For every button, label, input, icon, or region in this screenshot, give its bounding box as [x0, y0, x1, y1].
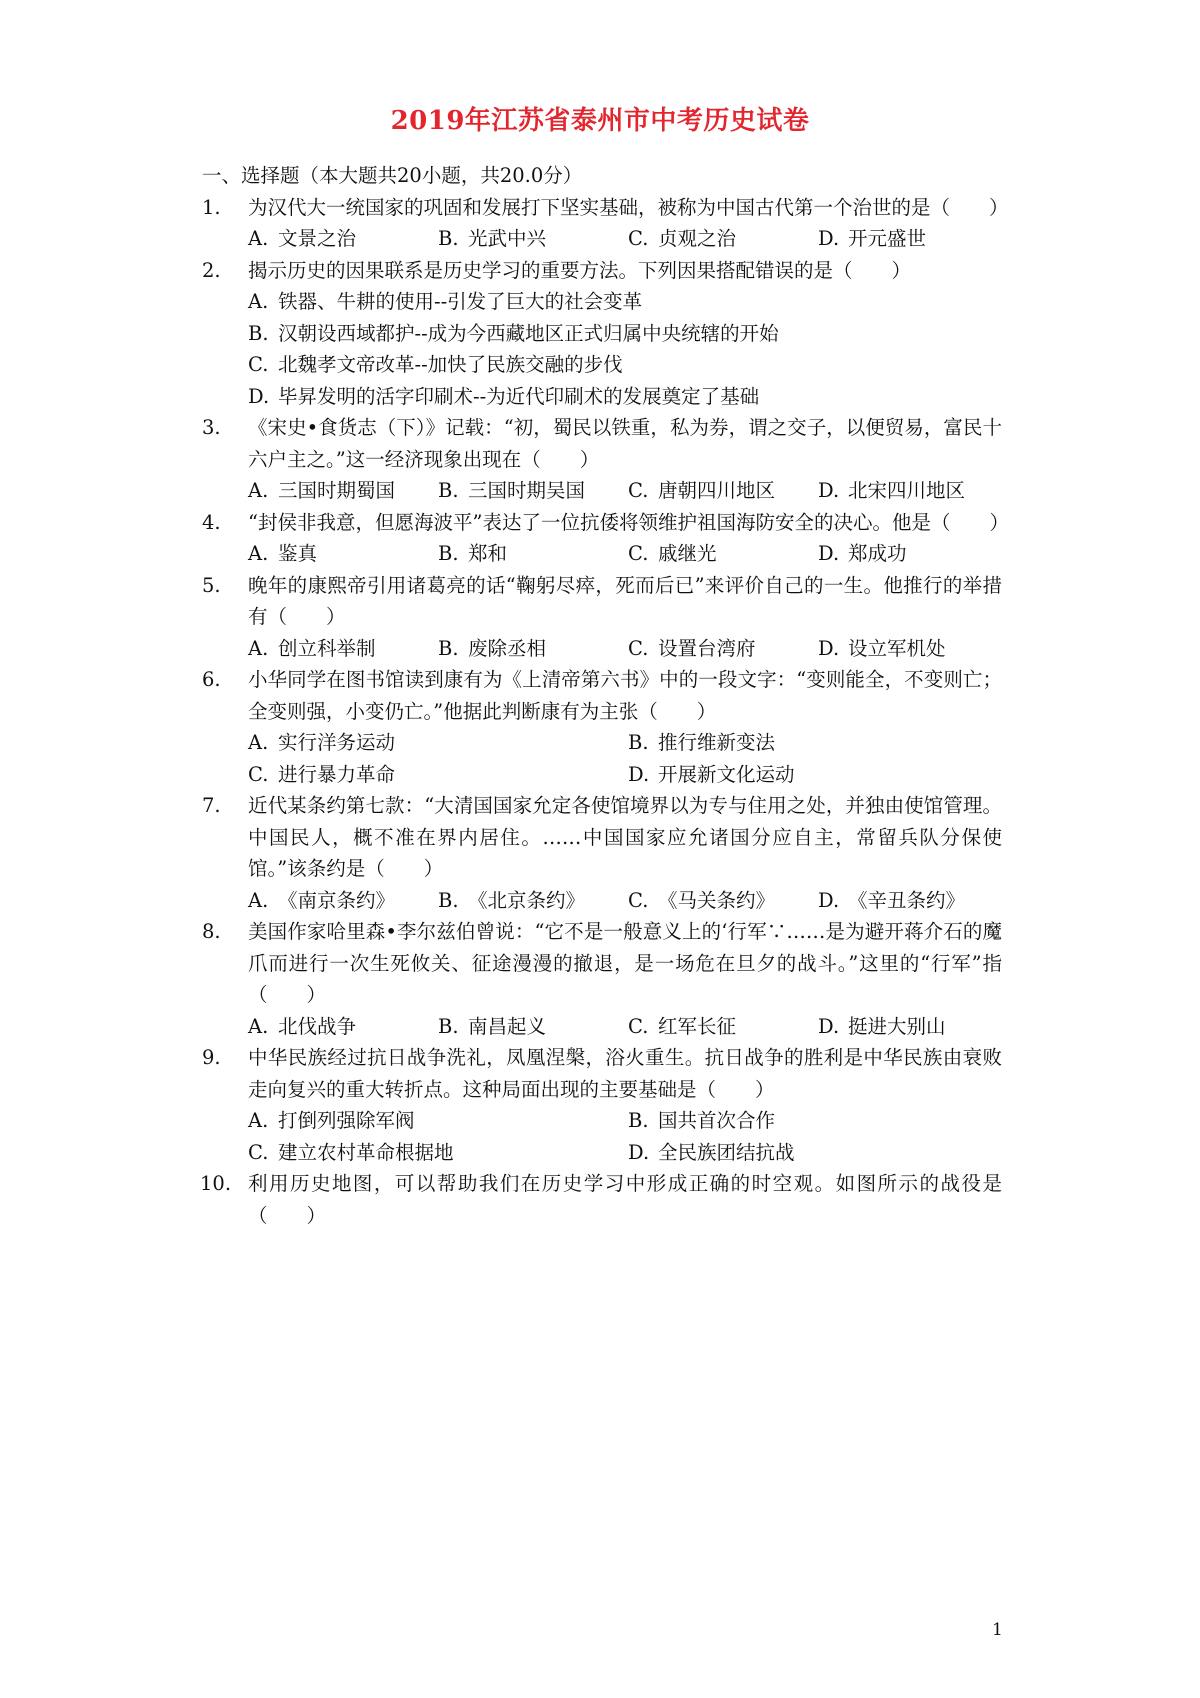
question-stem: “封侯非我意，但愿海波平”表达了一位抗倭将领维护祖国海防安全的决心。他是（ ） — [248, 510, 1009, 534]
question-number: 1. — [202, 195, 221, 219]
option-letter: C. — [628, 888, 649, 912]
option-letter: D. — [628, 1140, 650, 1164]
question-number: 6. — [202, 668, 221, 691]
option-c[interactable] — [628, 223, 818, 255]
option-text: 废除丞相 — [468, 636, 547, 660]
option-text: 唐朝四川地区 — [658, 479, 776, 502]
option-letter: C. — [248, 762, 269, 786]
question-2 — [202, 255, 1002, 413]
question-number: 2. — [202, 258, 221, 282]
option-text: 打倒列强除军阀 — [278, 1109, 415, 1132]
question-stem: 为汉代大一统国家的巩固和发展打下坚实基础，被称为中国古代第一个治世的是（ ） — [248, 195, 1009, 219]
option-c[interactable] — [628, 538, 818, 570]
option-text: 开元盛世 — [848, 227, 927, 250]
option-letter: A. — [248, 479, 269, 502]
question-number: 9. — [202, 1046, 221, 1069]
option-letter: C. — [628, 636, 649, 660]
option-letter: A. — [248, 1109, 269, 1132]
question-6 — [202, 664, 1002, 790]
options — [248, 538, 1002, 570]
option-text: 进行暴力革命 — [278, 762, 396, 786]
option-letter: D. — [818, 227, 840, 250]
option-b[interactable] — [438, 475, 628, 507]
option-text: 北伐战争 — [278, 1014, 357, 1038]
option-letter: A. — [248, 1014, 269, 1038]
question-stem: 晚年的康熙帝引用诸葛亮的话“鞠躬尽瘁，死而后已”来评价自己的一生。他推行的举措有（ ） — [248, 573, 1002, 628]
option-text: 南昌起义 — [468, 1014, 547, 1038]
option-text: 实行洋务运动 — [278, 731, 396, 754]
option-b[interactable] — [438, 1011, 628, 1043]
option-text: 文景之治 — [278, 227, 357, 250]
option-text: 挺进大别山 — [848, 1014, 946, 1038]
option-letter: D. — [818, 888, 840, 912]
option-letter: B. — [438, 636, 459, 660]
option-text: 贞观之治 — [658, 227, 737, 250]
option-text: 建立农村革命根据地 — [278, 1140, 454, 1164]
option-a[interactable] — [248, 223, 438, 255]
option-letter: A. — [248, 290, 269, 313]
question-9 — [202, 1042, 1002, 1168]
option-letter: A. — [248, 731, 269, 754]
option-a[interactable] — [248, 475, 438, 507]
option-d[interactable] — [628, 1137, 1008, 1169]
option-text: 《马关条约》 — [658, 888, 776, 912]
question-stem: 利用历史地图，可以帮助我们在历史学习中形成正确的时空观。如图所示的战役是（ ） — [248, 1172, 1002, 1227]
option-letter: C. — [628, 542, 649, 565]
option-letter: B. — [438, 888, 459, 912]
option-a[interactable] — [248, 727, 628, 759]
question-7 — [202, 790, 1002, 916]
option-text: 鉴真 — [278, 542, 318, 565]
option-text: 国共首次合作 — [658, 1109, 776, 1132]
option-a[interactable] — [248, 538, 438, 570]
option-c[interactable] — [628, 633, 818, 665]
option-b[interactable] — [438, 538, 628, 570]
option-b[interactable] — [438, 633, 628, 665]
option-letter: B. — [628, 731, 649, 754]
question-stem: 美国作家哈里森•李尔兹伯曾说：“它不是一般意义上的‘行军∵……是为避开蒋介石的魔爪而进行一次生死攸关、征途漫漫的撤退，是一场危在旦夕的战斗。”这里的“行军”指（ ） — [248, 920, 1002, 1006]
options — [248, 727, 1002, 790]
option-text: 设置台湾府 — [658, 636, 756, 660]
option-text: 汉朝设西域都护--成为今西藏地区正式归属中央统辖的开始 — [278, 321, 779, 345]
question-stem: 小华同学在图书馆读到康有为《上清帝第六书》中的一段文字：“变则能全，不变则亡；全变则强，小变仍亡。”他据此判断康有为主张（ ） — [248, 668, 1002, 723]
question-10 — [202, 1168, 1002, 1231]
question-number: 8. — [202, 920, 221, 943]
option-letter: B. — [438, 1014, 459, 1038]
option-d[interactable] — [818, 1011, 1008, 1043]
options — [248, 1011, 1002, 1043]
option-c[interactable] — [248, 349, 1008, 381]
question-1 — [202, 192, 1009, 255]
option-letter: A. — [248, 542, 269, 565]
option-d[interactable] — [818, 633, 1008, 665]
exam-title: 2019年江苏省泰州市中考历史试卷 — [390, 106, 810, 136]
question-stem: 揭示历史的因果联系是历史学习的重要方法。下列因果搭配错误的是（ ） — [248, 258, 912, 282]
option-a[interactable] — [248, 1105, 628, 1137]
option-text: 戚继光 — [658, 542, 717, 565]
option-letter: D. — [818, 1014, 840, 1038]
question-number: 4. — [202, 510, 221, 534]
option-letter: D. — [818, 542, 840, 565]
option-d[interactable] — [818, 538, 1008, 570]
option-b[interactable] — [628, 727, 1008, 759]
option-text: 设立军机处 — [848, 636, 946, 660]
option-letter: B. — [628, 1109, 649, 1132]
option-b[interactable] — [438, 885, 628, 917]
option-text: 郑和 — [468, 542, 508, 565]
option-a[interactable] — [248, 1011, 438, 1043]
section-header: 一、选择题（本大题共20小题，共20.0分） — [202, 164, 583, 187]
option-text: 全民族团结抗战 — [658, 1140, 795, 1164]
option-text: 三国时期吴国 — [468, 479, 586, 502]
question-number: 5. — [202, 573, 221, 597]
option-letter: B. — [438, 479, 459, 502]
option-letter: D. — [818, 636, 840, 660]
option-b[interactable] — [628, 1105, 1008, 1137]
option-text: 《南京条约》 — [278, 888, 396, 912]
option-b[interactable] — [248, 318, 1008, 350]
option-letter: A. — [248, 888, 269, 912]
option-text: 红军长征 — [658, 1014, 737, 1038]
option-text: 《辛丑条约》 — [848, 888, 966, 912]
option-letter: D. — [818, 479, 840, 502]
question-8 — [202, 916, 1002, 1042]
question-stem: 中华民族经过抗日战争洗礼，凤凰涅槃，浴火重生。抗日战争的胜利是中华民族由衰败走向复兴的重大转折点。这种局面出现的主要基础是（ ） — [248, 1046, 1002, 1101]
question-stem: 《宋史•食货志（下）》记载：“初，蜀民以铁重，私为券，谓之交子，以便贸易，富民十六户主之。”这一经济现象出现在（ ） — [248, 416, 1002, 471]
option-letter: B. — [438, 542, 459, 565]
question-number: 7. — [202, 794, 221, 817]
option-c[interactable] — [628, 885, 818, 917]
option-letter: C. — [248, 353, 269, 376]
option-d[interactable] — [248, 381, 1008, 413]
option-letter: B. — [248, 321, 269, 345]
option-text: 北宋四川地区 — [848, 479, 966, 502]
option-text: 北魏孝文帝改革--加快了民族交融的步伐 — [278, 353, 623, 376]
page-number: 1 — [992, 1620, 1003, 1640]
question-stem: 近代某条约第七款：“大清国国家允定各使馆境界以为专与住用之处，并独由使馆管理。中国民人，概不准在界内居住。……中国国家应允诸国分应自主，常留兵队分保使馆。”该条约是（ ） — [248, 794, 1002, 880]
option-text: 郑成功 — [848, 542, 907, 565]
option-d[interactable] — [628, 759, 1008, 791]
option-letter: B. — [438, 227, 459, 250]
question-3 — [202, 412, 1002, 507]
option-a[interactable] — [248, 286, 1008, 318]
option-letter: C. — [628, 479, 649, 502]
option-text: 创立科举制 — [278, 636, 376, 660]
question-5 — [202, 570, 1002, 665]
question-number: 10. — [200, 1172, 232, 1195]
option-c[interactable] — [628, 1011, 818, 1043]
option-c[interactable] — [628, 475, 818, 507]
option-letter: C. — [248, 1140, 269, 1164]
option-a[interactable] — [248, 885, 438, 917]
question-4 — [202, 507, 1009, 570]
option-text: 铁器、牛耕的使用--引发了巨大的社会变革 — [278, 290, 643, 313]
options — [248, 223, 1002, 255]
option-letter: A. — [248, 636, 269, 660]
option-b[interactable] — [438, 223, 628, 255]
option-text: 毕昇发明的活字印刷术--为近代印刷术的发展奠定了基础 — [278, 384, 760, 408]
option-text: 《北京条约》 — [468, 888, 586, 912]
option-letter: D. — [628, 762, 650, 786]
option-text: 光武中兴 — [468, 227, 547, 250]
option-letter: C. — [628, 1014, 649, 1038]
option-text: 三国时期蜀国 — [278, 479, 396, 502]
option-c[interactable] — [248, 1137, 628, 1169]
exam-content — [200, 160, 1009, 1231]
option-a[interactable] — [248, 633, 438, 665]
option-text: 开展新文化运动 — [658, 762, 795, 786]
options — [248, 885, 1002, 917]
option-d[interactable] — [818, 475, 1008, 507]
option-d[interactable] — [818, 885, 1008, 917]
options — [248, 1105, 1002, 1168]
option-letter: D. — [248, 384, 270, 408]
options — [248, 286, 1002, 412]
option-letter: C. — [628, 227, 649, 250]
option-text: 推行维新变法 — [658, 731, 776, 754]
question-number: 3. — [202, 416, 221, 439]
options — [248, 475, 1002, 507]
option-d[interactable] — [818, 223, 1008, 255]
options — [248, 633, 1002, 665]
option-letter: A. — [248, 227, 269, 250]
option-c[interactable] — [248, 759, 628, 791]
